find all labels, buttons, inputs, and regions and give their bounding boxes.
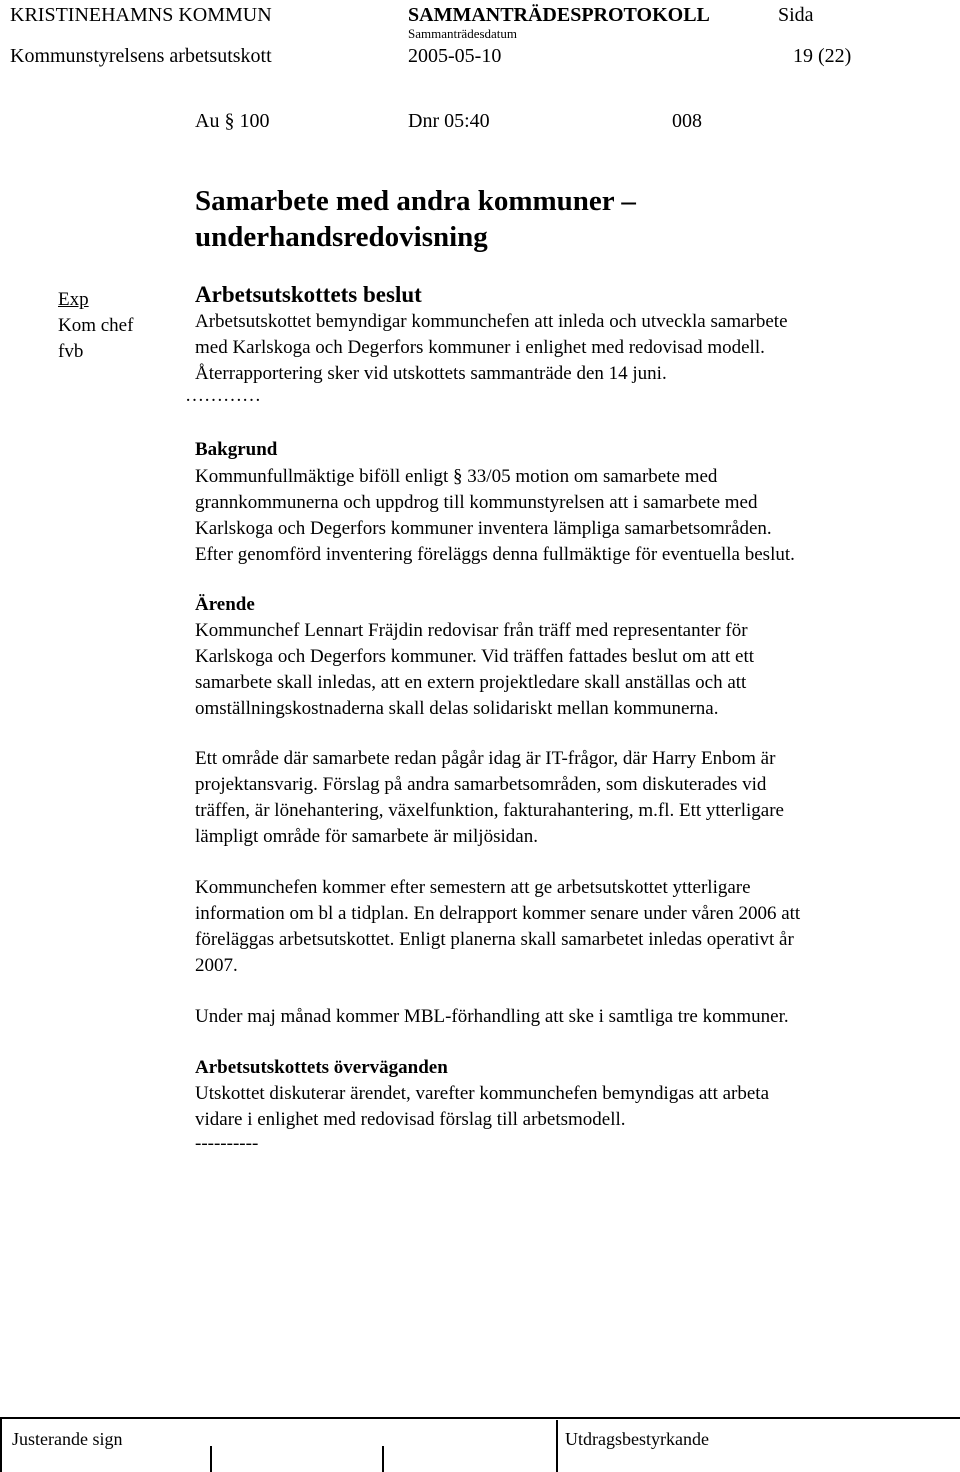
signature-divider <box>210 1446 212 1472</box>
text-line: omställningskostnaderna skall delas solidariskt mellan kommunerna. <box>195 698 719 719</box>
diary-number: Dnr 05:40 <box>408 110 490 132</box>
exp-label: Exp <box>58 289 89 310</box>
text-line: träffen, är lönehantering, växelfunktion, fakturahantering, m.fl. Ett ytterligare <box>195 800 784 821</box>
section-divider <box>556 1420 558 1472</box>
matter-paragraph <box>195 1004 935 1030</box>
text-line: Utskottet diskuterar ärendet, varefter kommunchefen bemyndigas att arbeta <box>195 1083 769 1104</box>
page-number: 19 (22) <box>793 45 852 67</box>
background-heading: Bakgrund <box>195 439 278 460</box>
document-type: SAMMANTRÄDESPROTOKOLL <box>408 4 710 26</box>
text-line: Karlskoga och Degerfors kommuner. Vid träffen fattades beslut om att ett <box>195 646 755 667</box>
page-title-line-2: underhandsredovisning <box>195 221 488 253</box>
considerations-heading: Arbetsutskottets överväganden <box>195 1057 448 1078</box>
text-line: Kommunchefen kommer efter semestern att ge arbetsutskottet ytterligare <box>195 877 751 898</box>
committee-name: Kommunstyrelsens arbetsutskott <box>10 45 272 67</box>
text-line: Återrapportering sker vid utskottets sammanträde den 14 juni. <box>195 363 667 384</box>
text-line: Ett område där samarbete redan pågår idag är IT-frågor, där Harry Enbom är <box>195 748 776 769</box>
text-line: Under maj månad kommer MBL-förhandling att ske i samtliga tre kommuner. <box>195 1006 789 1027</box>
text-line: projektansvarig. Förslag på andra samarbetsområden, som diskuterades vid <box>195 774 767 795</box>
decision-heading: Arbetsutskottets beslut <box>195 282 422 307</box>
matter-heading: Ärende <box>195 594 255 615</box>
page-label: Sida <box>778 4 814 26</box>
text-line: Arbetsutskottet bemyndigar kommunchefen att inleda och utveckla samarbete <box>195 311 788 332</box>
justerande-sign-label: Justerande sign <box>12 1429 123 1449</box>
dotted-leader: ………… <box>185 385 261 406</box>
text-line: grannkommunerna och uppdrog till kommunstyrelsen att i samarbete med <box>195 492 758 513</box>
recipient: Kom chef <box>58 315 134 336</box>
signature-divider <box>382 1446 384 1472</box>
text-line: 2007. <box>195 955 238 976</box>
matter-paragraph <box>195 618 935 722</box>
text-line: lämpligt område för samarbete är miljösidan. <box>195 826 538 847</box>
separator: ---------- <box>195 1133 259 1154</box>
considerations-text <box>195 1081 935 1155</box>
text-line: Karlskoga och Degerfors kommuner inventera lämpliga samarbetsområden. <box>195 518 772 539</box>
meeting-date-label: Sammanträdesdatum <box>408 26 518 41</box>
text-line: Kommunchef Lennart Fräjdin redovisar från träff med representanter för <box>195 620 748 641</box>
text-line: samarbete skall inledas, att en extern projektledare skall anställas och att <box>195 672 747 693</box>
text-line: Efter genomförd inventering föreläggs denna fullmäktige för eventuella beslut. <box>195 544 795 565</box>
meeting-date: 2005-05-10 <box>408 45 502 67</box>
text-line: vidare i enlighet med redovisad förslag till arbetsmodell. <box>195 1109 626 1130</box>
matter-paragraph <box>195 746 935 850</box>
org-name: KRISTINEHAMNS KOMMUN <box>10 4 272 26</box>
decision-text <box>185 309 935 406</box>
case-code: 008 <box>672 110 702 132</box>
text-line: information om bl a tidplan. En delrapport kommer senare under våren 2006 att <box>195 903 801 924</box>
text-line: med Karlskoga och Degerfors kommuner i enlighet med redovisad modell. <box>195 337 765 358</box>
recipient: fvb <box>58 341 84 362</box>
footer-border-left <box>0 1417 2 1472</box>
page-title-line-1: Samarbete med andra kommuner – <box>195 185 636 217</box>
footer-rule <box>0 1417 960 1419</box>
utdragsbestyrkande-label: Utdragsbestyrkande <box>565 1429 709 1449</box>
matter-paragraph <box>195 875 935 979</box>
paragraph-number: Au § 100 <box>195 110 270 132</box>
text-line: föreläggas arbetsutskottet. Enligt planerna skall samarbetet inledas operativt år <box>195 929 794 950</box>
text-line: Kommunfullmäktige biföll enligt § 33/05 motion om samarbete med <box>195 466 718 487</box>
background-text <box>195 464 935 568</box>
